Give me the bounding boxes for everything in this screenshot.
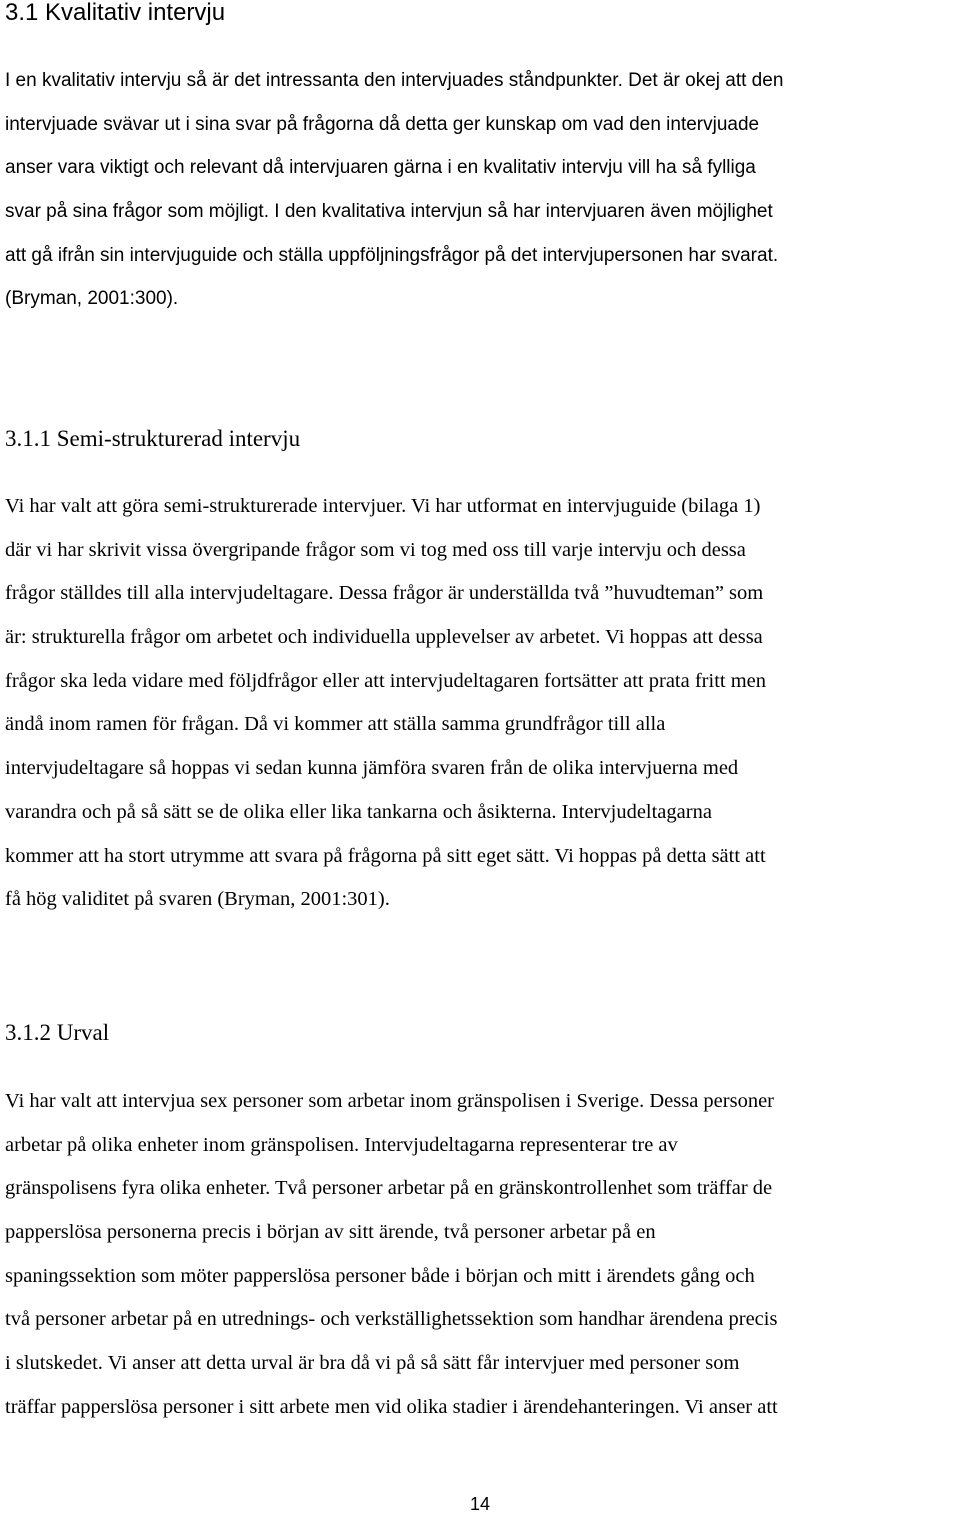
text-line: intervjuade svävar ut i sina svar på frågorna då detta ger kunskap om vad den intervjuade (5, 113, 760, 135)
text-line: svar på sina frågor som möjligt. I den kvalitativa intervjun så har intervjuaren även möjlighet (5, 201, 773, 223)
text-line: Vi har valt att intervjua sex personer som arbetar inom gränspolisen i Sverige. Dessa personer (5, 1090, 775, 1112)
text-line: ändå inom ramen för frågan. Då vi kommer att ställa samma grundfrågor till alla (5, 713, 666, 736)
paragraph-urval (5, 1080, 960, 1430)
text-line: två personer arbetar på en utrednings- och verkställighetssektion som handhar ärendena precis (5, 1308, 778, 1331)
text-line: i slutskedet. Vi anser att detta urval är bra då vi på så sätt får intervjuer med personer som (5, 1352, 740, 1375)
text-line: kommer att ha stort utrymme att svara på frågorna på sitt eget sätt. Vi hoppas på detta sätt att (5, 844, 766, 867)
text-line: intervjudeltagare så hoppas vi sedan kunna jämföra svaren från de olika intervjuerna med (5, 757, 739, 780)
section-heading-kvalitativ-intervju: 3.1 Kvalitativ intervju (5, 0, 226, 26)
section-heading-semi-strukturerad-intervju: 3.1.1 Semi-strukturerad intervju (5, 426, 301, 451)
text-line: frågor ska leda vidare med följdfrågor eller att intervjudeltagaren fortsätter att prata fritt men (5, 669, 767, 692)
text-line: där vi har skrivit vissa övergripande frågor som vi tog med oss till varje intervju och dessa (5, 538, 746, 561)
text-line: frågor ställdes till alla intervjudeltagare. Dessa frågor är underställda två ”huvudteman” som (5, 582, 764, 605)
text-line: träffar papperslösa personer i sitt arbete men vid olika stadier i ärendehanteringen. Vi anser att (5, 1395, 778, 1418)
text-line: arbetar på olika enheter inom gränspolisen. Intervjudeltagarna representerar tre av (5, 1133, 678, 1156)
text-line: gränspolisens fyra olika enheter. Två personer arbetar på en gränskontrollenhet som träffar de (5, 1177, 773, 1200)
text-line: få hög validitet på svaren (Bryman, 2001:301). (5, 888, 390, 911)
paragraph-semi-strukturerad-intervju (5, 485, 960, 922)
section-heading-urval: 3.1.2 Urval (5, 1020, 110, 1045)
paragraph-kvalitativ-intervju (5, 59, 960, 321)
text-line: papperslösa personerna precis i början av sitt ärende, två personer arbetar på en (5, 1221, 656, 1244)
page-number: 14 (469, 1494, 491, 1514)
text-line: är: strukturella frågor om arbetet och individuella upplevelser av arbetet. Vi hoppas att dessa (5, 626, 763, 649)
text-line: anser vara viktigt och relevant då intervjuaren gärna i en kvalitativ intervju vill ha så fylliga (5, 157, 756, 179)
text-line: I en kvalitativ intervju så är det intressanta den intervjuades ståndpunkter. Det är okej att den (5, 70, 784, 91)
text-line: att gå ifrån sin intervjuguide och ställa uppföljningsfrågor på det intervjupersonen har svarat. (5, 244, 779, 266)
text-line: varandra och på så sätt se de olika eller lika tankarna och åsikterna. Intervjudeltagarna (5, 800, 712, 823)
text-line: spaningssektion som möter papperslösa personer både i början och mitt i ärendets gång och (5, 1264, 755, 1287)
text-line: Vi har valt att göra semi-strukturerade intervjuer. Vi har utformat en intervjuguide (bilaga 1) (5, 495, 761, 517)
text-line: (Bryman, 2001:300). (5, 288, 179, 310)
